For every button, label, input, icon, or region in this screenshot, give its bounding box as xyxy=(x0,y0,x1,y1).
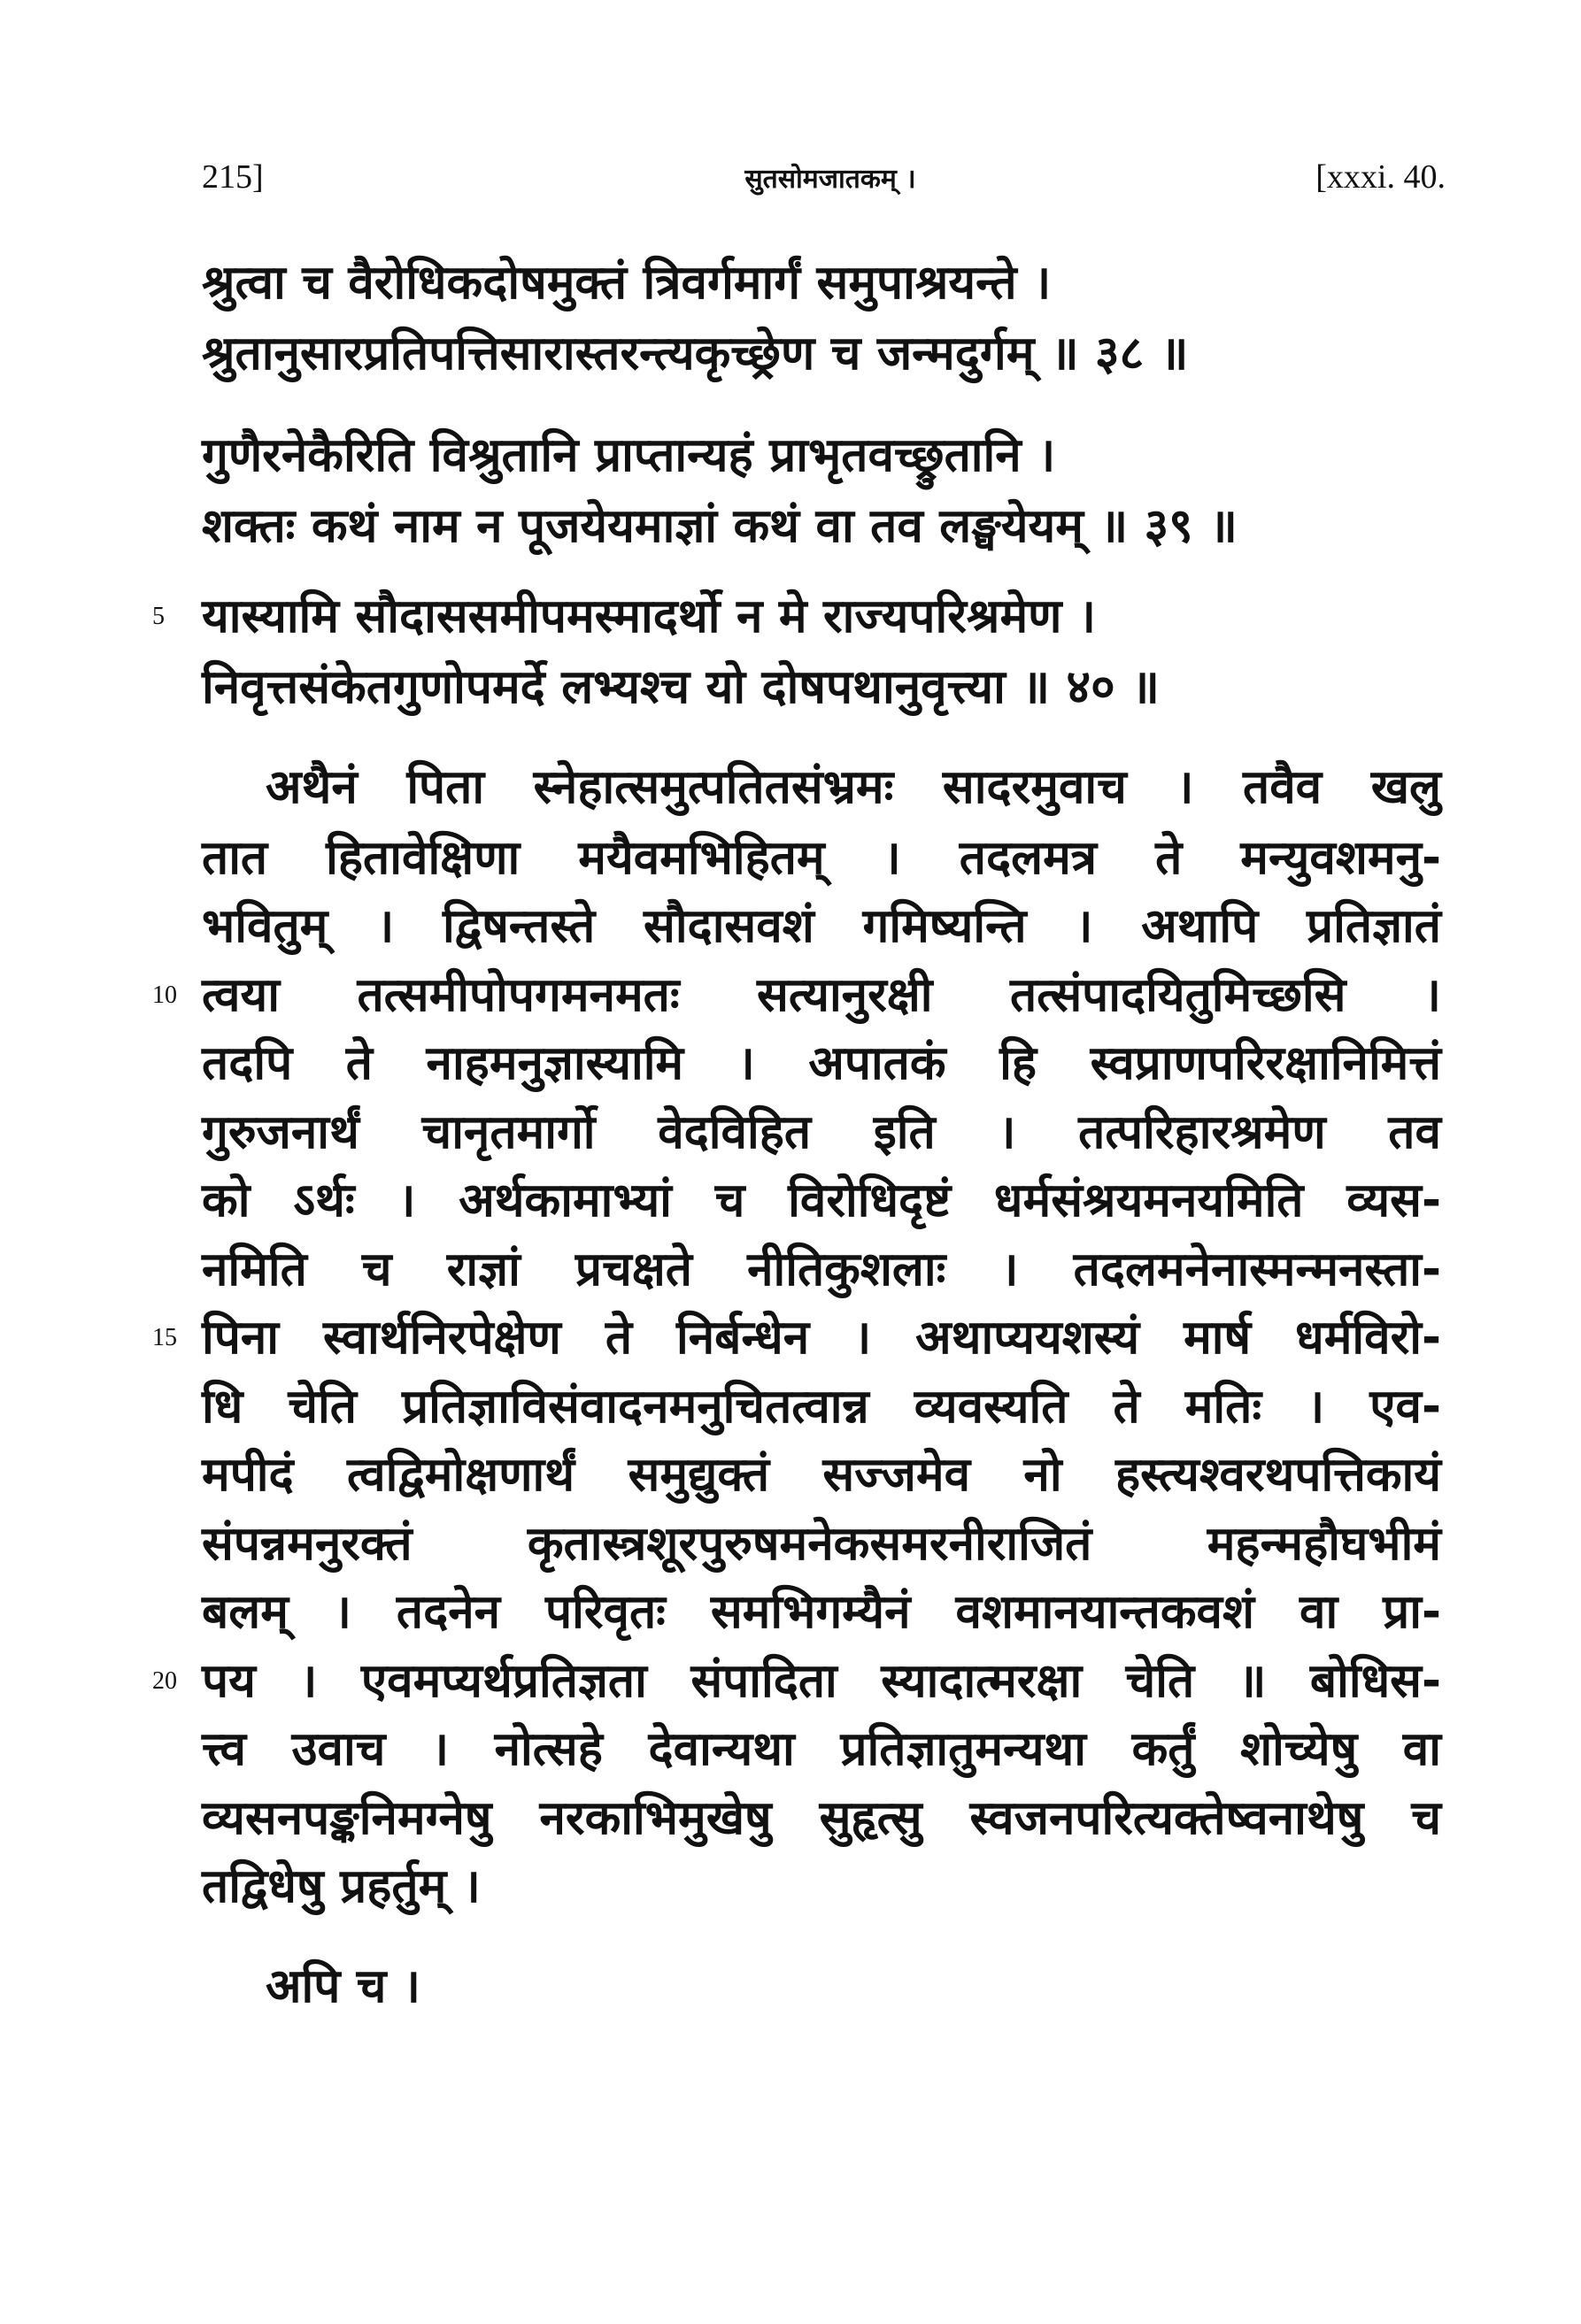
line-number: 10 xyxy=(152,981,177,1009)
prose-line: धि चेति प्रतिज्ञाविसंवादनमनुचितत्वान्न व्यवस्यति ते मतिः । एव- xyxy=(202,1380,1441,1434)
prose-line: नमिति च राज्ञां प्रचक्षते नीतिकुशलाः । तदलमनेनास्मन्मनस्ता- xyxy=(202,1243,1441,1297)
verse-line: श्रुतानुसारप्रतिपत्तिसारास्तरन्त्यकृच्छ्रेण च जन्मदुर्गम् ॥ ३८ ॥ xyxy=(202,327,1189,381)
prose-line: तात हितावेक्षिणा मयैवमभिहितम् । तदलमत्र ते मन्युवशमनु- xyxy=(202,831,1441,885)
prose-line: अथैनं पिता स्नेहात्समुत्पतितसंभ्रमः सादरमुवाच । तवैव खलु xyxy=(266,760,1441,814)
prose-line: बलम् । तदनेन परिवृतः समभिगम्यैनं वशमानयान्तकवशं वा प्रा- xyxy=(202,1585,1441,1639)
line-number: 15 xyxy=(152,1324,177,1351)
prose-line: तद्विधेषु प्रहर्तुम् । xyxy=(202,1859,481,1913)
verse-line: यास्यामि सौदाससमीपमस्मादर्थो न मे राज्यपरिश्रमेण । xyxy=(202,589,1097,643)
section-reference: [xxxi. 40. xyxy=(1315,158,1446,196)
verse-line: शक्तः कथं नाम न पूजयेयमाज्ञां कथं वा तव लङ्घयेयम् ॥ ३९ ॥ xyxy=(202,499,1238,553)
prose-line: भवितुम् । द्विषन्तस्ते सौदासवशं गमिष्यन्ति । अथापि प्रतिज्ञातं xyxy=(202,899,1441,953)
page-header xyxy=(202,158,1446,202)
prose-line: को ऽर्थः । अर्थकामाभ्यां च विरोधिदृष्टं धर्मसंश्रयमनयमिति व्यस- xyxy=(202,1174,1441,1227)
prose-line: व्यसनपङ्कनिमग्नेषु नरकाभिमुखेषु सुहृत्सु स्वजनपरित्यक्तेष्वनाथेषु च xyxy=(202,1791,1441,1845)
prose-line: पिना स्वार्थनिरपेक्षेण ते निर्बन्धेन । अथाप्ययशस्यं मार्ष धर्मविरो- xyxy=(202,1311,1441,1365)
line-number: 5 xyxy=(152,603,165,630)
page-number: 215] xyxy=(202,158,264,196)
running-title: सुतसोमजातकम् । xyxy=(744,164,916,195)
prose-line: मपीदं त्वद्विमोक्षणार्थं समुद्युक्तं सज्जमेव नो हस्त्यश्वरथपत्तिकायं xyxy=(202,1448,1441,1502)
verse-line: गुणैरनेकैरिति विश्रुतानि प्राप्तान्यहं प्राभृतवच्छ्रुतानि । xyxy=(202,428,1056,482)
prose-line: पय । एवमप्यर्थप्रतिज्ञता संपादिता स्यादात्मरक्षा चेति ॥ बोधिस- xyxy=(202,1654,1441,1708)
line-number: 20 xyxy=(152,1667,177,1695)
prose-line: संपन्नमनुरक्तं कृतास्त्रशूरपुरुषमनेकसमरनीराजितं महन्महौघभीमं xyxy=(202,1517,1441,1571)
closing-line: अपि च । xyxy=(266,1959,420,2013)
verse-line: निवृत्तसंकेतगुणोपमर्दे लभ्यश्च यो दोषपथानुवृत्त्या ॥ ४० ॥ xyxy=(202,660,1160,714)
verse-line: श्रुत्वा च वैरोधिकदोषमुक्तं त्रिवर्गमार्गं समुपाश्रयन्ते । xyxy=(202,256,1052,310)
prose-line: तदपि ते नाहमनुज्ञास्यामि । अपातकं हि स्वप्राणपरिरक्षानिमित्तं xyxy=(202,1036,1441,1090)
prose-line: त्वया तत्समीपोपगमनमतः सत्यानुरक्षी तत्संपादयितुमिच्छसि । xyxy=(202,968,1441,1022)
prose-line: गुरुजनार्थं चानृतमार्गो वेदविहित इति । तत्परिहारश्रमेण तव xyxy=(202,1105,1441,1159)
prose-line: त्त्व उवाच । नोत्सहे देवान्यथा प्रतिज्ञातुमन्यथा कर्तुं शोच्येषु वा xyxy=(202,1722,1441,1776)
